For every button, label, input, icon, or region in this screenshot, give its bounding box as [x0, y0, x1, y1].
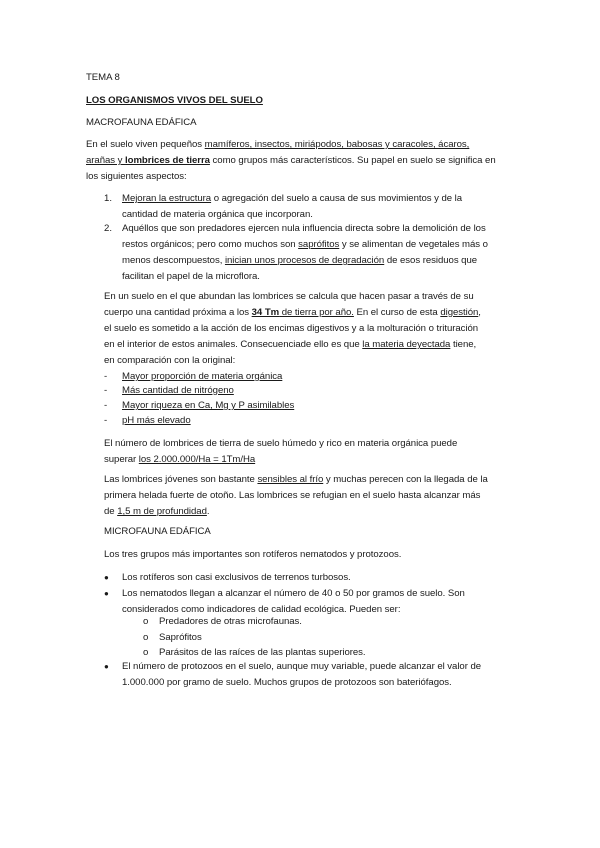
tema-label: TEMA 8 — [86, 72, 120, 83]
micro-intro-paragraph: Los tres grupos más importantes son rotíferos nematodos y protozoos. — [104, 549, 402, 560]
sub-item: Saprófitos — [159, 632, 202, 643]
text-line: el suelo es sometido a la acción de los encimas digestivos y a la molturación o trituración — [104, 323, 479, 334]
text-line: El número de lombrices de tierra de suelo húmedo y rico en materia orgánica puede — [104, 438, 458, 449]
dash-item: pH más elevado — [122, 415, 191, 426]
dash-item: Más cantidad de nitrógeno — [122, 385, 234, 396]
dash-marker: - — [104, 385, 108, 396]
numbered-item-1 — [122, 191, 462, 223]
bullet-marker: ● — [104, 589, 109, 598]
dash-item: Mayor riqueza en Ca, Mg y P asimilables — [122, 400, 295, 411]
text-line: restos orgánicos; pero como muchos son saprófitos y se alimentan de vegetales más o — [122, 239, 488, 250]
bullet-marker: ● — [104, 662, 109, 671]
text-line: cantidad de materia orgánica que incorporan. — [122, 209, 313, 220]
bullet-item-rotiferos: Los rotíferos son casi exclusivos de terrenos turbosos. — [122, 572, 351, 583]
text-line: Las lombrices jóvenes son bastante sensibles al frío y muchas perecen con la llegada de la — [104, 474, 488, 485]
bullet-item-protozoos — [122, 659, 481, 691]
dash-item: Mayor proporción de materia orgánica — [122, 371, 283, 382]
dash-marker: - — [104, 400, 108, 411]
text-line: 1.000.000 por gramo de suelo. Muchos grupos de protozoos son bateriófagos. — [122, 677, 452, 688]
bullet-marker: ● — [104, 573, 109, 582]
sub-item: Parásitos de las raíces de las plantas superiores. — [159, 647, 366, 658]
text-line: arañas y lombrices de tierra como grupos más característicos. Su papel en suelo se significa en — [86, 155, 496, 166]
numbered-item-2 — [122, 221, 488, 285]
text-line: facilitan el papel de la microflora. — [122, 271, 260, 282]
text-line: En un suelo en el que abundan las lombrices se calcula que hacen pasar a través de su — [104, 291, 474, 302]
sub-bullet-marker: o — [143, 632, 149, 643]
text-line: de 1,5 m de profundidad. — [104, 506, 210, 517]
page-title: LOS ORGANISMOS VIVOS DEL SUELO — [86, 95, 263, 106]
list-number-2: 2. — [104, 223, 113, 234]
lombrices-paragraph — [104, 289, 481, 369]
text-line: en el interior de estos animales. Consecuenciade ello es que la materia deyectada tiene, — [104, 339, 477, 350]
dash-marker: - — [104, 371, 108, 382]
text-line: considerados como indicadores de calidad ecológica. Pueden ser: — [122, 604, 401, 615]
text-line: superar los 2.000.000/Ha = 1Tm/Ha — [104, 454, 256, 465]
text-line: Los nematodos llegan a alcanzar el número de 40 o 50 por gramos de suelo. Son — [122, 588, 465, 599]
sub-bullet-marker: o — [143, 647, 149, 658]
macrofauna-heading: MACROFAUNA EDÁFICA — [86, 117, 197, 128]
lombrices-frio-paragraph — [104, 472, 488, 520]
text-line: menos descompuestos, inician unos procesos de degradación de esos residuos que — [122, 255, 478, 266]
text-line: En el suelo viven pequeños mamíferos, insectos, miriápodos, babosas y caracoles, ácaros, — [86, 139, 470, 150]
text-line: Mejoran la estructura o agregación del suelo a causa de sus movimientos y de la — [122, 193, 463, 204]
list-number-1: 1. — [104, 193, 113, 204]
text-line: los siguientes aspectos: — [86, 171, 187, 182]
text-line: primera helada fuerte de otoño. Las lombrices se refugian en el suelo hasta alcanzar más — [104, 490, 481, 501]
sub-bullet-marker: o — [143, 616, 149, 627]
text-line: El número de protozoos en el suelo, aunque muy variable, puede alcanzar el valor de — [122, 661, 482, 672]
microfauna-heading: MICROFAUNA EDÁFICA — [104, 526, 211, 537]
macro-intro-paragraph — [86, 137, 496, 185]
text-line: en comparación con la original: — [104, 355, 236, 366]
lombrices-count-paragraph — [104, 436, 457, 468]
text-line: Aquéllos que son predadores ejercen nula influencia directa sobre la demolición de los — [122, 223, 486, 234]
sub-item: Predadores de otras microfaunas. — [159, 616, 302, 627]
dash-marker: - — [104, 415, 108, 426]
text-line: cuerpo una cantidad próxima a los 34 Tm de tierra por año. En el curso de esta digestión, — [104, 307, 481, 318]
